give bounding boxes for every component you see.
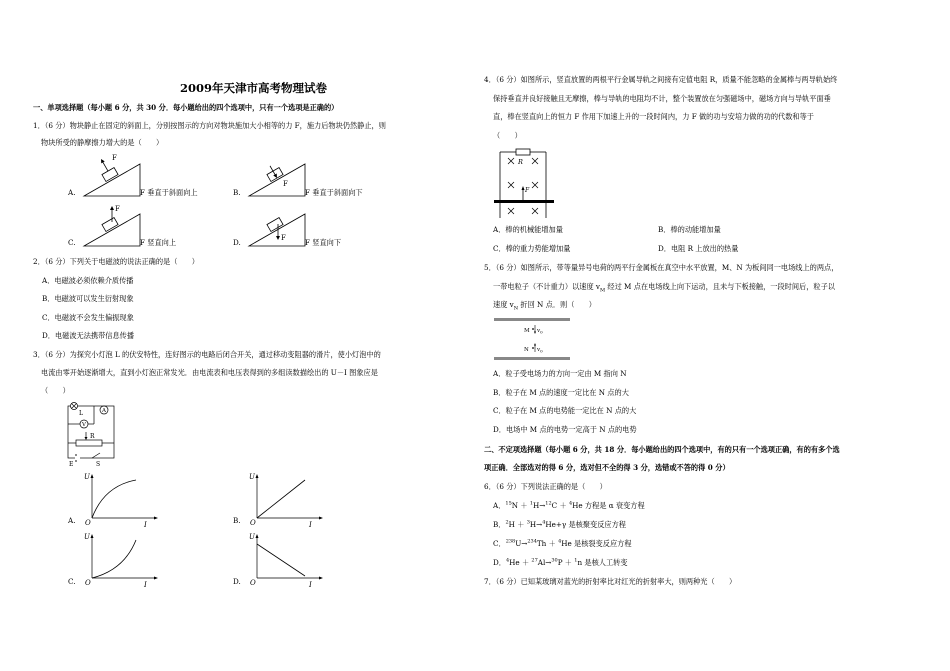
q4-option-b: B．棒的动能增加量 [658,225,721,234]
q4-stem-line3: 直，棒在竖直向上的恒力 F 作用下加速上升的一段时间内，力 F 做的功与安培力做的功的代数和等于 [493,112,814,121]
q6-option-b: B．$^2$H ＋ $^3$H→$^4$He+γ 是核聚变反应方程 [493,519,627,529]
q3-stem-line1: 3．（6 分）为探究小灯泡 L 的伏安特性，连好图示的电路后闭合开关，通过移动变阻器的滑片，使小灯泡中的 [33,350,381,359]
q4-option-c: C．棒的重力势能增加量 [493,244,571,253]
q6-option-d: D．$^4$He ＋ $^{27}$Al→$^{30}$P ＋ $^1$n 是核人工转变 [493,557,628,567]
q1-option-b-text: F 垂直于斜面向下 [305,188,363,197]
q3-stem-line3: （ ） [41,386,70,395]
q3-graph-d [245,530,325,588]
q5-plates-diagram [494,316,570,362]
svg-text:O: O [250,579,256,587]
svg-text:R: R [90,433,95,440]
svg-text:U: U [249,533,255,541]
svg-text:U: U [84,533,90,541]
svg-text:A: A [102,408,106,414]
q4-option-d: D．电阻 R 上放出的热量 [658,244,739,253]
svg-text:I: I [309,521,312,528]
svg-text:F: F [112,154,117,162]
svg-text:U: U [249,473,255,481]
q2-option-a: A．电磁波必须依赖介质传播 [42,276,134,285]
svg-text:E: E [69,461,74,468]
q5-option-a: A．粒子受电场力的方向一定由 M 指向 N [493,369,627,378]
q3-graph-a [80,470,160,528]
q3-option-c-letter: C. [68,577,76,586]
svg-text:O: O [85,579,91,587]
svg-text:L: L [79,410,83,417]
section-2-heading-line2: 项正确．全部选对的得 6 分，选对但不全的得 3 分，选错或不答的得 0 分） [484,463,730,472]
svg-text:F: F [281,234,286,242]
q3-option-a-letter: A. [68,516,76,525]
svg-text:V: V [82,422,86,428]
q4-stem-line1: 4．（6 分）如图所示，竖直放置的两根平行金属导轨之间接有定值电阻 R，质量不能忽略的金属棒与两导轨始终 [484,75,838,84]
q3-circuit-diagram [64,400,120,468]
q2-option-b: B．电磁波可以发生衍射现象 [42,294,134,303]
q5-stem-line1: 5．（6 分）如图所示，带等量异号电荷的两平行金属板在真空中水平放置，M、N 为板间同一电场线上的两点， [484,263,839,272]
q1-option-a-text: F 垂直于斜面向上 [140,188,198,197]
svg-text:O: O [85,519,91,527]
q1-figure-a [82,152,144,198]
q5-option-b: B．粒子在 M 点的速度一定比在 N 点的大 [493,388,629,397]
svg-text:I: I [309,581,312,588]
q1-option-c-letter: C. [68,238,76,247]
q3-graph-b [245,470,325,528]
q1-option-a-letter: A. [68,188,76,197]
q4-rail-diagram [494,146,554,220]
svg-text:N: N [524,347,529,353]
q5-stem-line3: 速度 $v_N$ 折回 N 点．则（ ） [493,300,596,312]
q6-option-c: C．$^{238}$U→$^{234}$Th ＋ $^4$He 是核裂变反应方程 [493,538,632,548]
svg-text:F: F [283,180,288,188]
q3-option-d-letter: D. [233,577,241,586]
svg-text:S: S [96,461,101,468]
q1-stem-line2: 物块所受的静摩擦力增大的是（ ） [41,138,164,147]
q1-figure-d [247,202,309,248]
q3-option-b-letter: B. [233,516,241,525]
q6-stem: 6．（6 分）下列说法正确的是（ ） [484,482,607,491]
svg-text:I: I [144,581,147,588]
svg-text:U: U [84,473,90,481]
svg-text:O: O [250,519,256,527]
q4-stem-line2: 保持垂直并良好接触且无摩擦，棒与导轨的电阻均不计，整个装置放在匀强磁场中，磁场方向与导轨平面垂 [493,94,831,103]
section-1-heading: 一、单项选择题（每小题 6 分，共 30 分．每小题给出的四个选项中，只有一个选项是正确的） [33,103,339,112]
q2-stem: 2．（6 分）下列关于电磁波的说法正确的是（ ） [33,257,199,266]
q6-option-a: A．$^{15}$N ＋ $^1$H→$^{12}$C ＋ $^4$He 方程是 α 衰变方程 [493,500,645,510]
svg-text:M: M [524,328,530,334]
section-2-heading-line1: 二、不定项选择题（每小题 6 分，共 18 分．每小题给出的四个选项中，有的只有一个选项正确，有的有多个选 [484,445,840,454]
q4-option-a: A．棒的机械能增加量 [493,225,563,234]
q4-stem-line4: （ ） [493,131,522,140]
q1-option-c-text: F 竖直向上 [140,238,177,247]
q5-option-c: C．粒子在 M 点的电势能一定比在 N 点的大 [493,406,637,415]
q3-graph-c [80,530,160,588]
q2-option-c: C．电磁波不会发生偏振现象 [42,313,134,322]
svg-text:F: F [525,187,530,194]
svg-text:I: I [144,521,147,528]
svg-text:R: R [518,158,523,166]
q7-stem: 7．（6 分）已知某玻璃对蓝光的折射率比对红光的折射率大，则两种光（ ） [484,577,737,586]
q2-option-d: D．电磁波无法携带信息传播 [42,331,135,340]
page-title: 2009年天津市高考物理试卷 [180,81,328,95]
q1-option-d-letter: D. [233,238,241,247]
q1-option-d-text: F 竖直向下 [305,238,342,247]
svg-text:v0: $v_0$ [537,347,543,354]
q5-stem-line2: 一带电粒子（不计重力）以速度 $v_M$ 经过 M 点在电场线上向下运动，且未与下板接触，一段时间后，粒子以 [493,282,835,294]
q1-figure-b [247,152,309,198]
q5-option-d: D．电场中 M 点的电势一定高于 N 点的电势 [493,425,637,434]
q1-figure-c [82,202,144,248]
q3-stem-line2: 电流由零开始逐渐增大，直到小灯泡正常发光．由电流表和电压表得到的多组读数描绘出的 U－I 图象应是 [41,368,378,377]
q1-stem-line1: 1．（6 分）物块静止在固定的斜面上，分别按图示的方向对物块施加大小相等的力 F，施力后物块仍然静止，则 [33,121,386,130]
q1-option-b-letter: B. [233,188,241,197]
svg-text:v0: $v_0$ [537,328,543,335]
svg-text:F: F [115,205,120,213]
